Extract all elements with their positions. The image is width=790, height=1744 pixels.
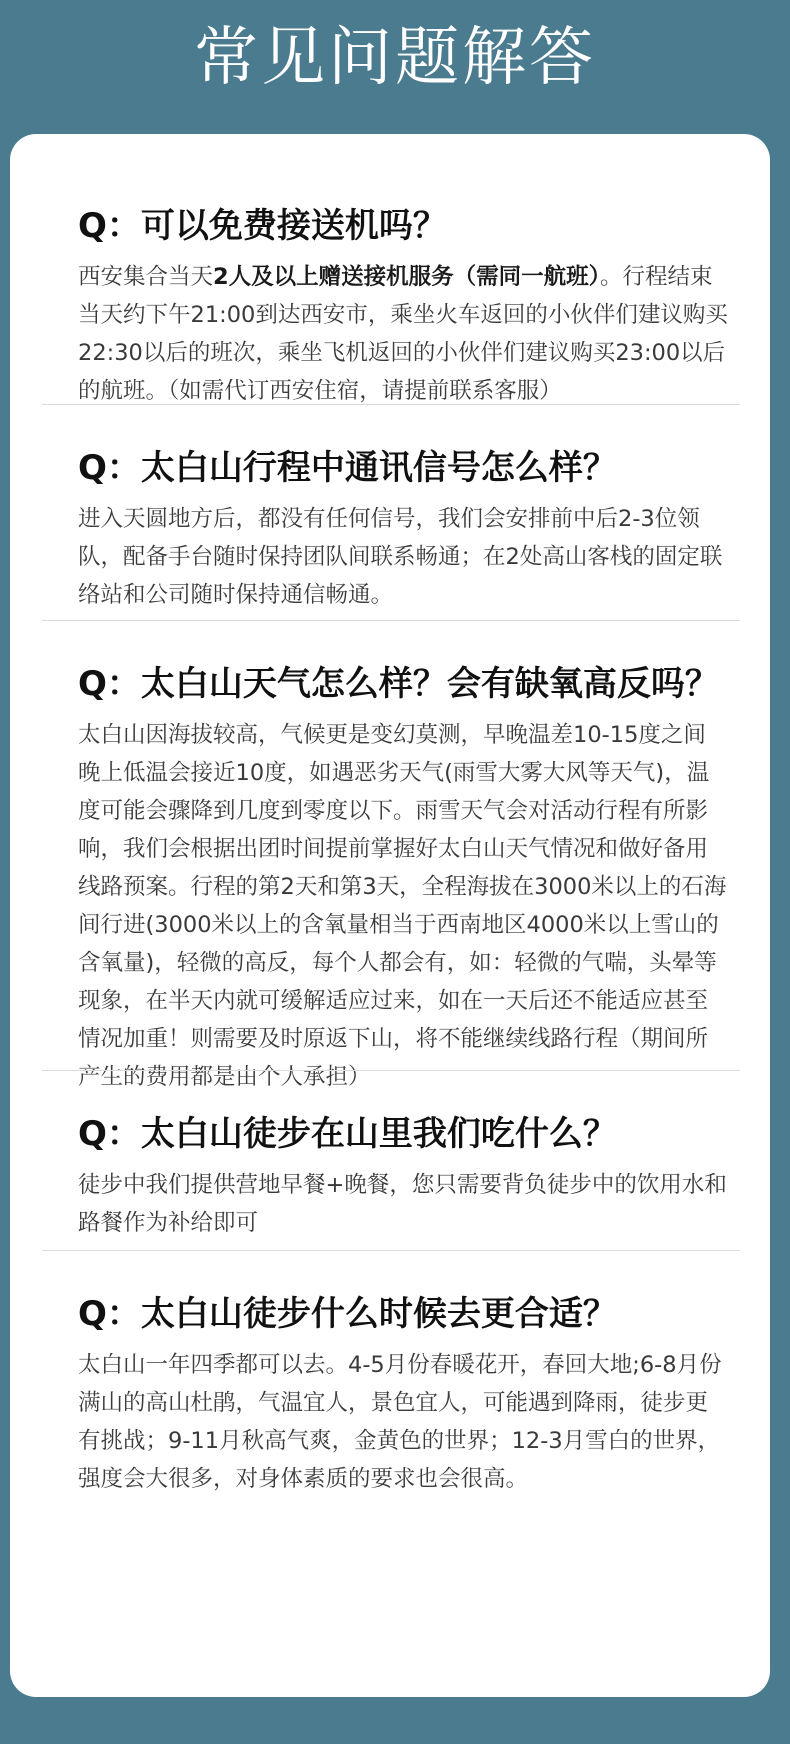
faq-answer: 徒步中我们提供营地早餐+晚餐，您只需要背负徒步中的饮用水和路餐作为补给即可 [78,1172,727,1236]
page-title: 常见问题解答 [194,21,596,95]
faq-question: Q：可以免费接送机吗？ [78,206,447,246]
faq-card [10,134,770,1697]
faq-divider [42,404,740,405]
faq-divider [42,620,740,621]
faq-question: Q：太白山徒步在山里我们吃什么？ [78,1114,617,1154]
faq-answer-text: 西安集合当天 [78,264,214,290]
faq-item-best-season [42,1292,740,1498]
faq-item-food [42,1112,740,1242]
faq-answer: 太白山一年四季都可以去。4-5月份春暖花开，春回大地;6-8月份满山的高山杜鹃，气温宜人，景色宜人，可能遇到降雨，徒步更有挑战；9-11月秋高气爽，金黄色的世界；12-3月雪白的世界，强度会大很多，对身体素质的要求也会很高。 [78,1352,722,1492]
faq-question: Q：太白山徒步什么时候去更合适？ [78,1294,617,1334]
faq-question: Q：太白山行程中通讯信号怎么样？ [78,448,617,488]
faq-question: Q：太白山天气怎么样？会有缺氧高反吗？ [78,664,719,704]
faq-answer-highlight: 2人及以上赠送接机服务（需同一航班） [213,264,600,290]
faq-answer: 太白山因海拔较高，气候更是变幻莫测，早晚温差10-15度之间晚上低温会接近10度，如遇恶劣天气(雨雪大雾大风等天气)，温度可能会骤降到几度到零度以下。雨雪天气会对活动行程有所影响，我们会根据出团时间提前掌握好太白山天气情况和做好备用线路预案。行程的第2天和第3天，全程海拔在3000米以上的石海间行进(3000米以上的含氧量相当于西南地区4000米以上雪山的含氧量)，轻微的高反，每个人都会有，如：轻微的气喘，头晕等现象，在半天内就可缓解适应过来，如在一天后还不能适应甚至情况加重！则需要及时原返下山，将不能继续线路行程（期间所产生的费用都是由个人承担） [78,722,727,1090]
faq-answer [78,258,728,410]
faq-answer-text: 。行程结束当天约下午21:00到达西安市，乘坐火车返回的小伙伴们建议购买22:30以后的班次，乘坐飞机返回的小伙伴们建议购买23:00以后的航班。（如需代订西安住宿，请提前联系客服） [78,264,728,404]
faq-item-signal [42,446,740,614]
faq-divider [42,1070,740,1071]
faq-answer: 进入天圆地方后，都没有任何信号，我们会安排前中后2-3位领队，配备手台随时保持团队间联系畅通；在2处高山客栈的固定联络站和公司随时保持通信畅通。 [78,506,723,608]
faq-item-free-transfer [42,204,740,410]
faq-divider [42,1250,740,1251]
faq-item-weather [42,662,740,1096]
